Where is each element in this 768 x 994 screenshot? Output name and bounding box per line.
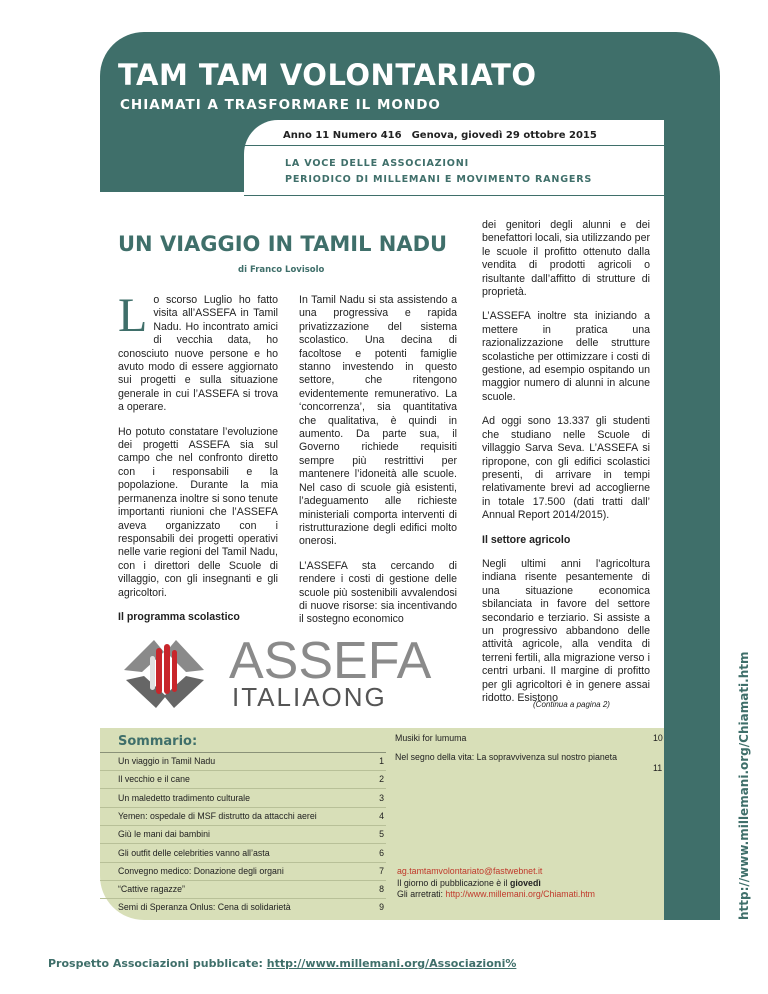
toc-item-page: 6 xyxy=(379,847,384,858)
toc-divider xyxy=(100,807,386,808)
toc-item-label: Convegno medico: Donazione degli organi xyxy=(118,865,284,876)
toc-item-page: 4 xyxy=(379,810,384,821)
toc-item-page: 8 xyxy=(379,884,384,895)
toc-item-page: 9 xyxy=(379,902,384,913)
toc-item-label: Un viaggio in Tamil Nadu xyxy=(118,756,216,766)
paragraph: Lo scorso Luglio ho fatto visita all’ASSEFA in Tamil Nadu. Ho incontrato amici di vecchia data, ho conosciuto nuove persone e ho avuto modo di essere aggiornato sui progetti e sulla situazione generale in cui l’ASSEFA si trova a operare. xyxy=(118,289,278,414)
toc-item-page: 5 xyxy=(379,829,384,840)
paragraph: L’ASSEFA sta cercando di rendere i costi di gestione delle scuole più sostenibili avvalendosi di nuove risorse: sia incentivando il sostegno economico xyxy=(299,559,457,626)
toc-item-page: 2 xyxy=(379,774,384,785)
toc-divider xyxy=(100,825,386,826)
continued-note: (Continua a pagina 2) xyxy=(533,700,610,709)
toc-item-label: “Cattive ragazze” xyxy=(118,884,185,895)
toc-item[interactable] xyxy=(118,884,388,902)
paragraph: In Tamil Nadu si sta assistendo a una progressiva e rapida privatizzazione del sistema scolastico. Una decina di facoltose e potenti famiglie stanno investendo in questo settore, che ritengono evidentemente remunerativo. La ‘concorrenza’, sia quantitativa che qualitativa, è quindi in aumento. Da parte sua, il Governo richiede requisiti sempre più restrittivi per mantenere l’idoneità alle scuole. Nel caso di scuole già esistenti, l’adeguamento alle richieste ministeriali comporta interventi di ristrutturazione degli edifici molto onerosi. xyxy=(299,294,457,548)
toc-item-page: 3 xyxy=(379,792,384,803)
toc-item-page: 10 xyxy=(653,733,663,743)
toc-item-page: 7 xyxy=(379,865,384,876)
article-byline: di Franco Lovisolo xyxy=(238,265,325,275)
toc-item[interactable] xyxy=(118,793,388,811)
newsletter-subtitle: CHIAMATI A TRASFORMARE IL MONDO xyxy=(120,97,441,113)
toc-divider xyxy=(100,880,386,881)
footer xyxy=(48,957,516,970)
contact-block xyxy=(397,866,595,901)
toc-item[interactable] xyxy=(395,752,663,773)
toc-item[interactable] xyxy=(118,866,388,884)
side-bar xyxy=(664,120,720,920)
issue-number: Anno 11 Numero 416 xyxy=(283,130,402,141)
section-heading: Il programma scolastico xyxy=(118,610,240,623)
sommario-divider xyxy=(100,752,386,753)
contact-email-link[interactable]: ag.tamtamvolontariato@fastwebnet.it xyxy=(397,866,543,876)
toc-item[interactable] xyxy=(118,774,388,792)
voice-line-2: PERIODICO DI MILLEMANI E MOVIMENTO RANGERS xyxy=(285,174,593,185)
toc-item-label: Il vecchio e il cane xyxy=(118,774,190,785)
voice-line-1: LA VOCE DELLE ASSOCIAZIONI xyxy=(285,158,469,169)
toc-item[interactable] xyxy=(118,829,388,847)
paragraph: Ad oggi sono 13.337 gli studenti che studiano nelle Scuole di villaggio Sarva Seva. L’ASSEFA si ripropone, con gli edifici scolastici presenti, di arrivare in tempi relativamente brevi ad accoglierne in totale 17.500 (dati tratti dall’ Annual Report 2014/2015). xyxy=(482,415,650,522)
header-rule-bottom xyxy=(244,195,664,196)
toc-item[interactable] xyxy=(118,756,388,774)
section-heading: Il settore agricolo xyxy=(482,533,571,546)
toc-item[interactable] xyxy=(118,848,388,866)
toc-item[interactable] xyxy=(118,811,388,829)
paragraph: L’ASSEFA inoltre sta iniziando a mettere in pratica una razionalizzazione delle strutture scolastiche per ottimizzare i costi di gestione, ad esempio ospitando un maggior numero di alunni in alcune scuole. xyxy=(482,310,650,403)
paragraph: Ho potuto constatare l’evoluzione dei progetti ASSEFA sia sul campo che nel confronto diretto con i responsabili e la popolazione. Durante la mia permanenza inoltre si sono tenute importanti riunioni che l’ASSEFA aveva organizzato con i responsabili dei progetti operativi nelle varie regioni del Tamil Nadu, con i direttori delle Scuole di villaggio, con gli insegnanti e gli agricoltori. xyxy=(118,425,278,599)
side-url-link[interactable]: http://www.millemani.org/Chiamati.htm xyxy=(737,651,751,920)
toc-item-label: Un maledetto tradimento culturale xyxy=(118,792,251,803)
article-column-2 xyxy=(299,294,457,638)
logo-sub: ITALIAONG xyxy=(232,682,387,710)
toc-item-label: Gli outfit delle celebrities vanno all’asta xyxy=(118,847,270,858)
article-title: UN VIAGGIO IN TAMIL NADU xyxy=(118,232,448,256)
footer-label: Prospetto Associazioni pubblicate: xyxy=(48,957,267,970)
voice-block xyxy=(285,156,592,188)
toc-divider xyxy=(100,770,386,771)
newsletter-title: TAM TAM VOLONTARIATO xyxy=(118,58,537,92)
toc-divider xyxy=(100,788,386,789)
header-rule xyxy=(244,145,664,146)
article-column-1 xyxy=(118,289,278,635)
archive-link[interactable]: http://www.millemani.org/Chiamati.htm xyxy=(445,889,596,899)
footer-link[interactable]: http://www.millemani.org/Associazioni% xyxy=(266,957,517,970)
sommario-title: Sommario: xyxy=(118,734,198,749)
assefa-logo-graphic xyxy=(114,630,464,710)
toc-divider xyxy=(100,898,386,899)
toc-item-label: Nel segno della vita: La sopravvivenza sul nostro pianeta xyxy=(395,752,618,762)
publication-day: Il giorno di pubblicazione è il giovedì xyxy=(397,877,541,888)
logo-name: ASSEFA xyxy=(229,632,432,690)
toc-item-label: Giù le mani dai bambini xyxy=(118,829,210,840)
toc-divider xyxy=(100,862,386,863)
toc-item-page: 1 xyxy=(379,756,384,766)
issue-line xyxy=(283,130,597,141)
issue-date: Genova, giovedì 29 ottobre 2015 xyxy=(411,130,597,141)
toc-item-page: 11 xyxy=(653,763,663,773)
dropcap: L xyxy=(118,289,148,342)
toc-item-label: Musiki for lumuma xyxy=(395,733,467,743)
assefa-logo xyxy=(114,630,464,710)
toc-item-label: Yemen: ospedale di MSF distrutto da attacchi aerei xyxy=(118,810,317,821)
paragraph: Negli ultimi anni l’agricoltura indiana risente pesantemente di una situazione economica sbilanciata in favore del settore secondario e terziario. Si assiste a un progressivo abbandono delle attività agricole, alla vendita di terreni fertili, alla migrazione verso i centri urbani. Il margine di profitto per gli agricoltori è in genere assai ridotto. Esistono xyxy=(482,557,650,704)
paragraph: dei genitori degli alunni e dei benefattori locali, sia utilizzando per le scuole il profitto ottenuto dalla vendita di prodotti agricoli o risultante dall’affitto di strutture di proprietà. xyxy=(482,219,650,299)
toc-item-label: Semi di Speranza Onlus: Cena di solidarietà xyxy=(118,902,291,913)
article-column-3 xyxy=(482,219,650,716)
archive-line: Gli arretrati: http://www.millemani.org/Chiamati.htm xyxy=(397,889,596,899)
toc-divider xyxy=(100,843,386,844)
toc-item[interactable] xyxy=(118,902,388,920)
toc-item[interactable] xyxy=(395,733,663,744)
